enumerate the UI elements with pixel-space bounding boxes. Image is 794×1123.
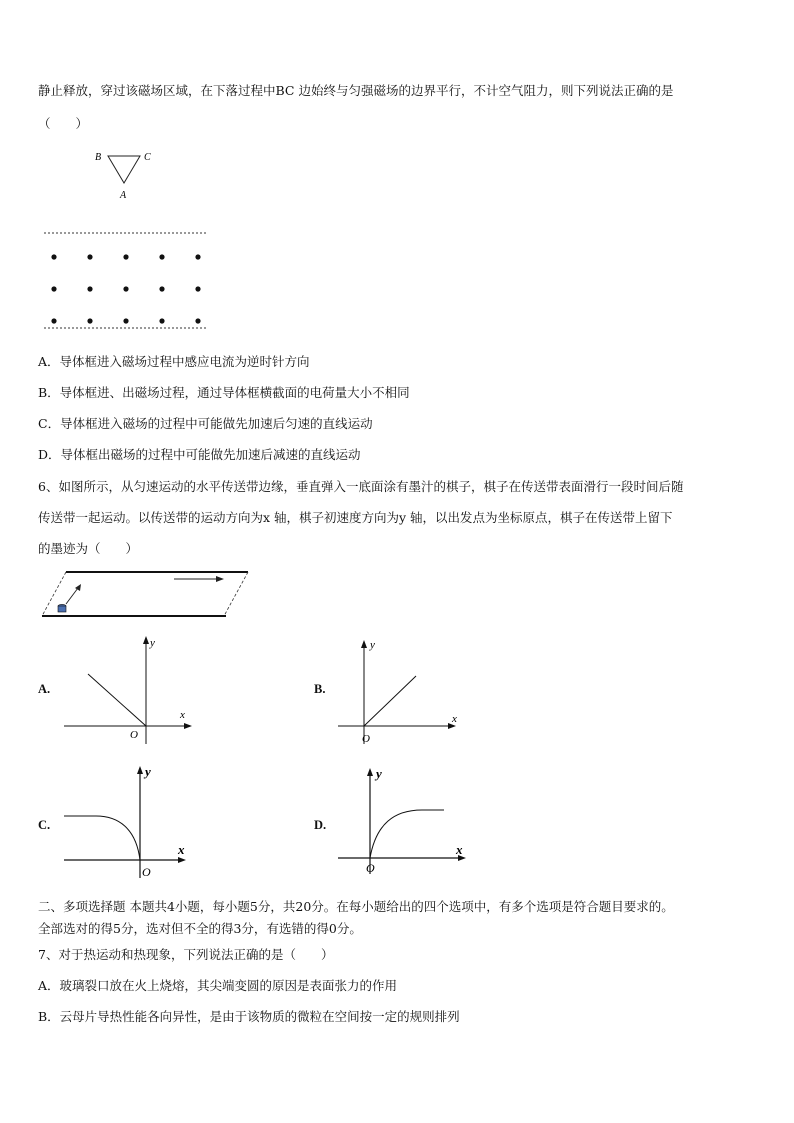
section2-line1: 二、多项选择题 本题共4小题，每小题5分，共20分。在每小题给出的四个选项中，有多个选项是符合题目要求的。 [38,899,674,914]
graph-c [60,762,200,884]
q5-option-b: B．导体框进、出磁场过程，通过导体框横截面的电荷量大小不相同 [38,385,410,400]
q7-option-a: A．玻璃裂口放在火上烧熔，其尖端变圆的原因是表面张力的作用 [38,978,398,993]
q7-stem: 7、对于热运动和热现象，下列说法正确的是（ ） [38,947,334,962]
graph-b-label: B. [314,682,326,696]
magnetic-field-figure [40,226,212,330]
triangle-label-c: C [144,152,151,163]
triangle-frame-figure [90,145,170,201]
graph-b-y-label: y [370,639,375,651]
graph-d-label: D. [314,818,327,832]
graph-d [336,762,476,884]
graph-b-origin-label: O [362,733,370,745]
graph-c-y-label: y [145,764,151,779]
q6-stem-line1: 6、如图所示，从匀速运动的水平传送带边缘，垂直弹入一底面涂有墨汁的棋子，棋子在传送带表面滑行一段时间后随 [38,479,684,494]
graph-a-x-label: x [180,709,185,721]
q5-option-d: D．导体框出磁场的过程中可能做先加速后减速的直线运动 [38,447,361,462]
graph-c-origin-label: O [142,865,151,879]
q7-option-b: B．云母片导热性能各向异性，是由于该物质的微粒在空间按一定的规则排列 [38,1009,460,1024]
graph-a [60,630,205,748]
graph-c-x-label: x [178,842,185,857]
graph-a-y-label: y [150,637,155,649]
graph-a-origin-label: O [130,729,138,741]
section2-line2: 全部选对的得5分，选对但不全的得3分，有选错的得0分。 [38,921,362,936]
q6-stem-line3: 的墨迹为（ ） [38,541,139,556]
graph-b [336,630,466,748]
q5-option-c: C．导体框进入磁场的过程中可能做先加速后匀速的直线运动 [38,416,373,431]
graph-c-label: C. [38,818,51,832]
q5-stem-line2: （ ） [38,116,89,131]
q5-option-a: A．导体框进入磁场过程中感应电流为逆时针方向 [38,354,310,369]
q5-stem-line1: 静止释放，穿过该磁场区域，在下落过程中BC 边始终与匀强磁场的边界平行，不计空气阻力，则下列说法正确的是 [38,83,674,98]
graph-b-x-label: x [452,713,457,725]
triangle-label-b: B [95,152,102,163]
conveyor-belt-figure [36,566,256,622]
graph-a-label: A. [38,682,51,696]
graph-d-x-label: x [456,842,463,857]
graph-d-y-label: y [376,766,382,781]
triangle-label-a: A [120,190,127,201]
graph-d-origin-label: O [366,861,375,875]
q6-stem-line2: 传送带一起运动。以传送带的运动方向为x 轴，棋子初速度方向为y 轴，以出发点为坐标原点，棋子在传送带上留下 [38,510,673,525]
